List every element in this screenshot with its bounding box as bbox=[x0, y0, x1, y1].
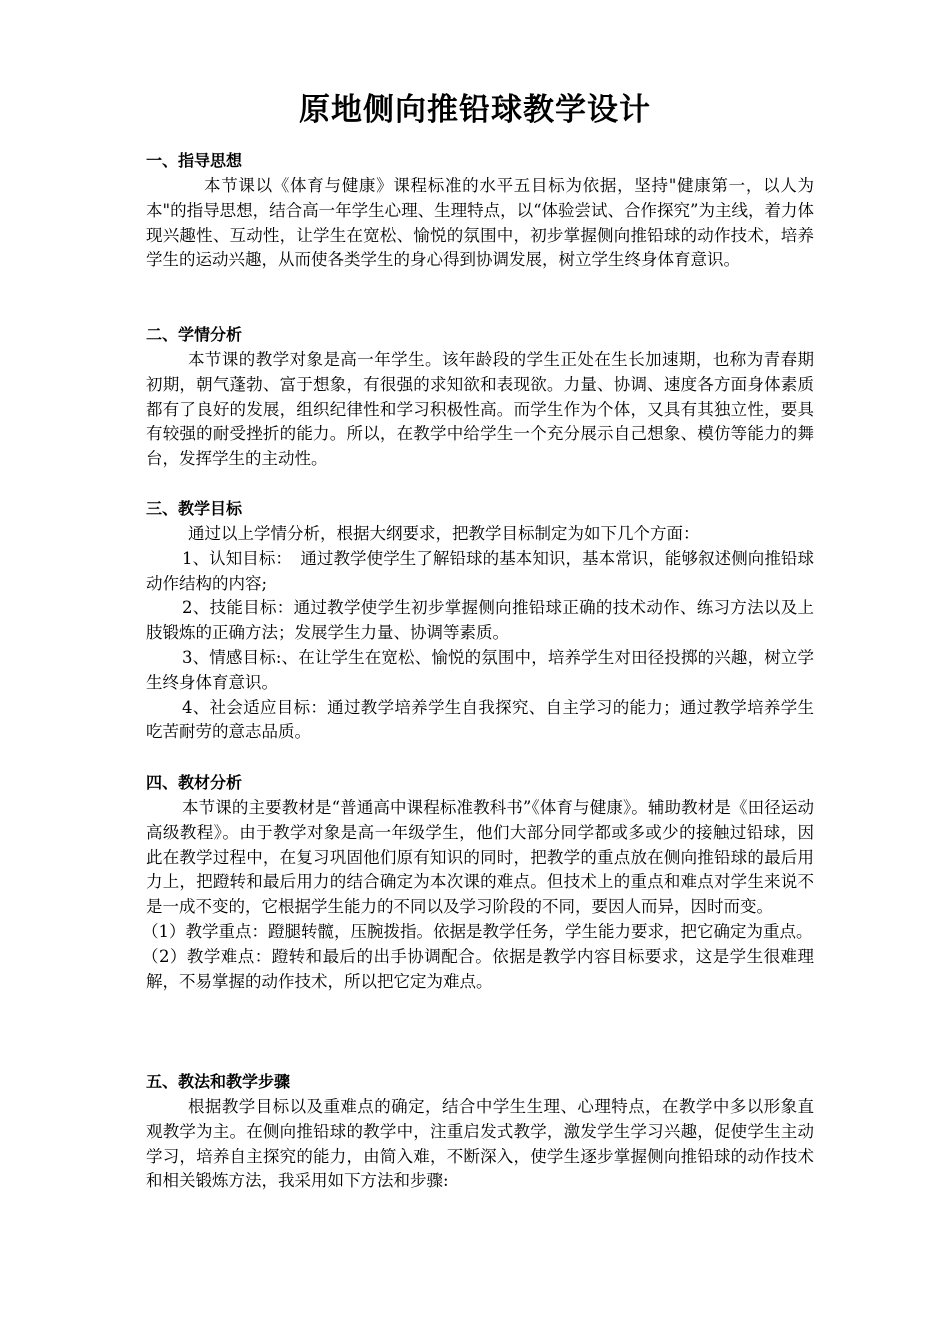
paragraph: 本节课的教学对象是高一年学生。该年龄段的学生正处在生长加速期，也称为青春期初期，朝气蓬勃、富于想象，有很强的求知欲和表现欲。力量、协调、速度各方面身体素质都有了良好的发展，组织纪律性和学习积极性高。而学生作为个体，又具有其独立性，要具有较强的耐受挫折的能力。所以，在教学中给学生一个充分展示自己想象、模仿等能力的舞台，发挥学生的主动性。 bbox=[146, 350, 814, 469]
paragraph: 本节课以《体育与健康》课程标准的水平五目标为依据，坚持"健康第一，以人为本"的指导思想，结合高一年学生心理、生理特点，以“体验尝试、合作探究”为主线，着力体现兴趣性、互动性，让学生在宽松、愉悦的氛围中，初步掌握侧向推铅球的动作技术，培养学生的运动兴趣，从而使各类学生的身心得到协调发展，树立学生终身体育意识。 bbox=[146, 176, 814, 270]
section-heading: 五、教法和教学步骤 bbox=[146, 1072, 291, 1091]
paragraph: 通过以上学情分析，根据大纲要求，把教学目标制定为如下几个方面： bbox=[188, 524, 700, 543]
section-heading: 一、指导思想 bbox=[146, 151, 243, 170]
goal-item: 4、社会适应目标：通过教学培养学生自我探究、自主学习的能力；通过教学培养学生吃苦耐劳的意志品质。 bbox=[146, 697, 814, 742]
section-teaching-goals bbox=[146, 496, 814, 745]
document-title: 原地侧向推铅球教学设计 bbox=[299, 92, 651, 128]
paragraph: 本节课的主要教材是“普通高中课程标准教科书”《体育与健康》。辅助教材是《田径运动高级教程》。由于教学对象是高一年级学生，他们大部分同学都或多或少的接触过铅球，因此在教学过程中，在复习巩固他们原有知识的同时，把教学的重点放在侧向推铅球的最后用力上，把蹬转和最后用力的结合确定为本次课的难点。但技术上的重点和难点对学生来说不是一成不变的，它根据学生能力的不同以及学习阶段的不同，要因人而异，因时而变。 bbox=[146, 798, 814, 917]
section-material-analysis bbox=[142, 770, 814, 994]
key-point: （1）教学重点：蹬腿转髋，压腕拨指。依据是教学任务，学生能力要求，把它确定为重点。 bbox=[142, 921, 813, 941]
section-heading: 三、教学目标 bbox=[146, 499, 243, 518]
goal-item: 3、情感目标:、在让学生在宽松、愉悦的氛围中，培养学生对田径投掷的兴趣，树立学生终身体育意识。 bbox=[146, 647, 814, 692]
section-heading: 二、学情分析 bbox=[146, 325, 243, 344]
section-guiding-idea bbox=[146, 148, 814, 273]
goal-item: 2、技能目标：通过教学使学生初步掌握侧向推铅球正确的技术动作、练习方法以及上肢锻炼的正确方法；发展学生力量、协调等素质。 bbox=[146, 598, 814, 643]
goal-item: 1、认知目标： 通过教学使学生了解铅球的基本知识，基本常识，能够叙述侧向推铅球动作结构的内容; bbox=[146, 548, 814, 593]
difficult-point: （2）教学难点：蹬转和最后的出手协调配合。依据是教学内容目标要求，这是学生很难理解，不易掌握的动作技术，所以把它定为难点。 bbox=[142, 946, 814, 991]
section-student-analysis bbox=[146, 322, 814, 472]
section-methods-steps bbox=[146, 1069, 814, 1194]
paragraph: 根据教学目标以及重难点的确定，结合中学生生理、心理特点，在教学中多以形象直观教学为主。在侧向推铅球的教学中，注重启发式教学，激发学生学习兴趣，促使学生主动学习，培养自主探究的能力，由简入难，不断深入，使学生逐步掌握侧向推铅球的动作技术和相关锻炼方法，我采用如下方法和步骤: bbox=[146, 1097, 814, 1191]
section-heading: 四、教材分析 bbox=[146, 773, 243, 792]
